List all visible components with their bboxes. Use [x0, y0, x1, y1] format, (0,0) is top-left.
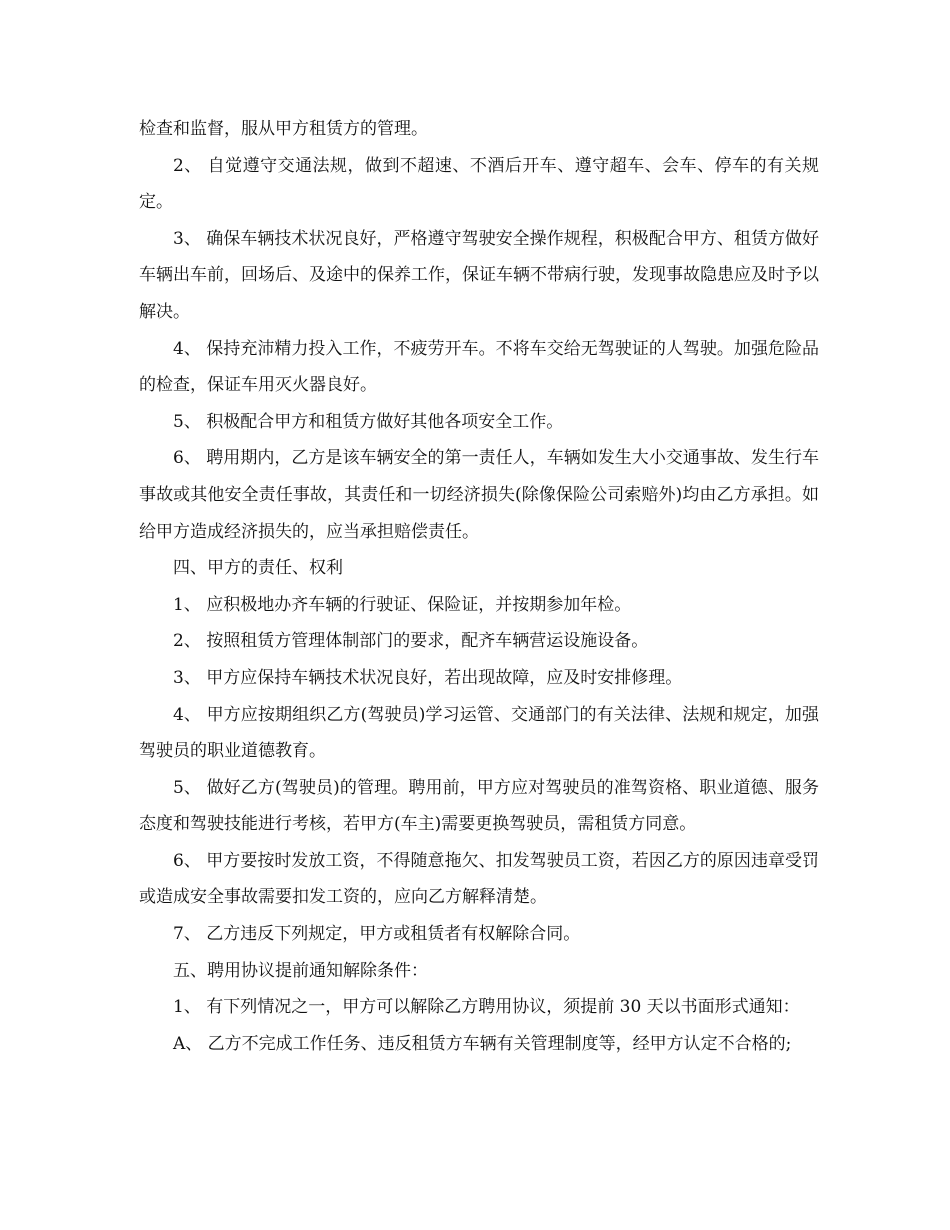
section-heading: 五、聘用协议提前通知解除条件：: [173, 960, 428, 981]
paragraph: 2、 按照租赁方管理体制部门的要求，配齐车辆营运设施设备。: [173, 631, 649, 652]
paragraph: 3、 确保车辆技术状况良好，严格遵守驾驶安全操作规程，积极配合甲方、租赁方做好车辆出车前，回场后、及途中的保养工作，保证车辆不带病行驶，发现事故隐患应及时予以解决。: [139, 228, 819, 322]
document-body: [139, 111, 819, 1062]
paragraph: 5、 积极配合甲方和租赁方做好其他各项安全工作。: [173, 411, 564, 432]
paragraph: 6、 聘用期内，乙方是该车辆安全的第一责任人，车辆如发生大小交通事故、发生行车事故或其他安全责任事故，其责任和一切经济损失(除像保险公司索赔外)均由乙方承担。如给甲方造成经济损失的，应当承担赔偿责任。: [139, 448, 819, 542]
paragraph: 4、 保持充沛精力投入工作，不疲劳开车。不将车交给无驾驶证的人驾驶。加强危险品的检查，保证车用灭火器良好。: [139, 338, 819, 396]
paragraph: 1、 有下列情况之一，甲方可以解除乙方聘用协议，须提前 30 天以书面形式通知：: [173, 997, 800, 1018]
paragraph: 2、 自觉遵守交通法规，做到不超速、不酒后开车、遵守超车、会车、停车的有关规定。: [139, 155, 819, 213]
paragraph: 7、 乙方违反下列规定，甲方或租赁者有权解除合同。: [173, 924, 581, 945]
paragraph: 5、 做好乙方(驾驶员)的管理。聘用前，甲方应对驾驶员的准驾资格、职业道德、服务态度和驾驶技能进行考核，若甲方(车主)需要更换驾驶员，需租赁方同意。: [139, 777, 819, 835]
paragraph: 1、 应积极地办齐车辆的行驶证、保险证，并按期参加年检。: [173, 594, 632, 615]
section-heading: 四、甲方的责任、权利: [173, 558, 343, 579]
paragraph: A、 乙方不完成工作任务、违反租赁方车辆有关管理制度等，经甲方认定不合格的;: [173, 1033, 792, 1054]
paragraph: 检查和监督，服从甲方租赁方的管理。: [139, 119, 428, 139]
paragraph: 6、 甲方要按时发放工资，不得随意拖欠、扣发驾驶员工资，若因乙方的原因违章受罚或造成安全事故需要扣发工资的，应向乙方解释清楚。: [139, 850, 819, 908]
paragraph: 4、 甲方应按期组织乙方(驾驶员)学习运管、交通部门的有关法律、法规和规定，加强驾驶员的职业道德教育。: [139, 704, 819, 762]
paragraph: 3、 甲方应保持车辆技术状况良好，若出现故障，应及时安排修理。: [173, 667, 683, 688]
